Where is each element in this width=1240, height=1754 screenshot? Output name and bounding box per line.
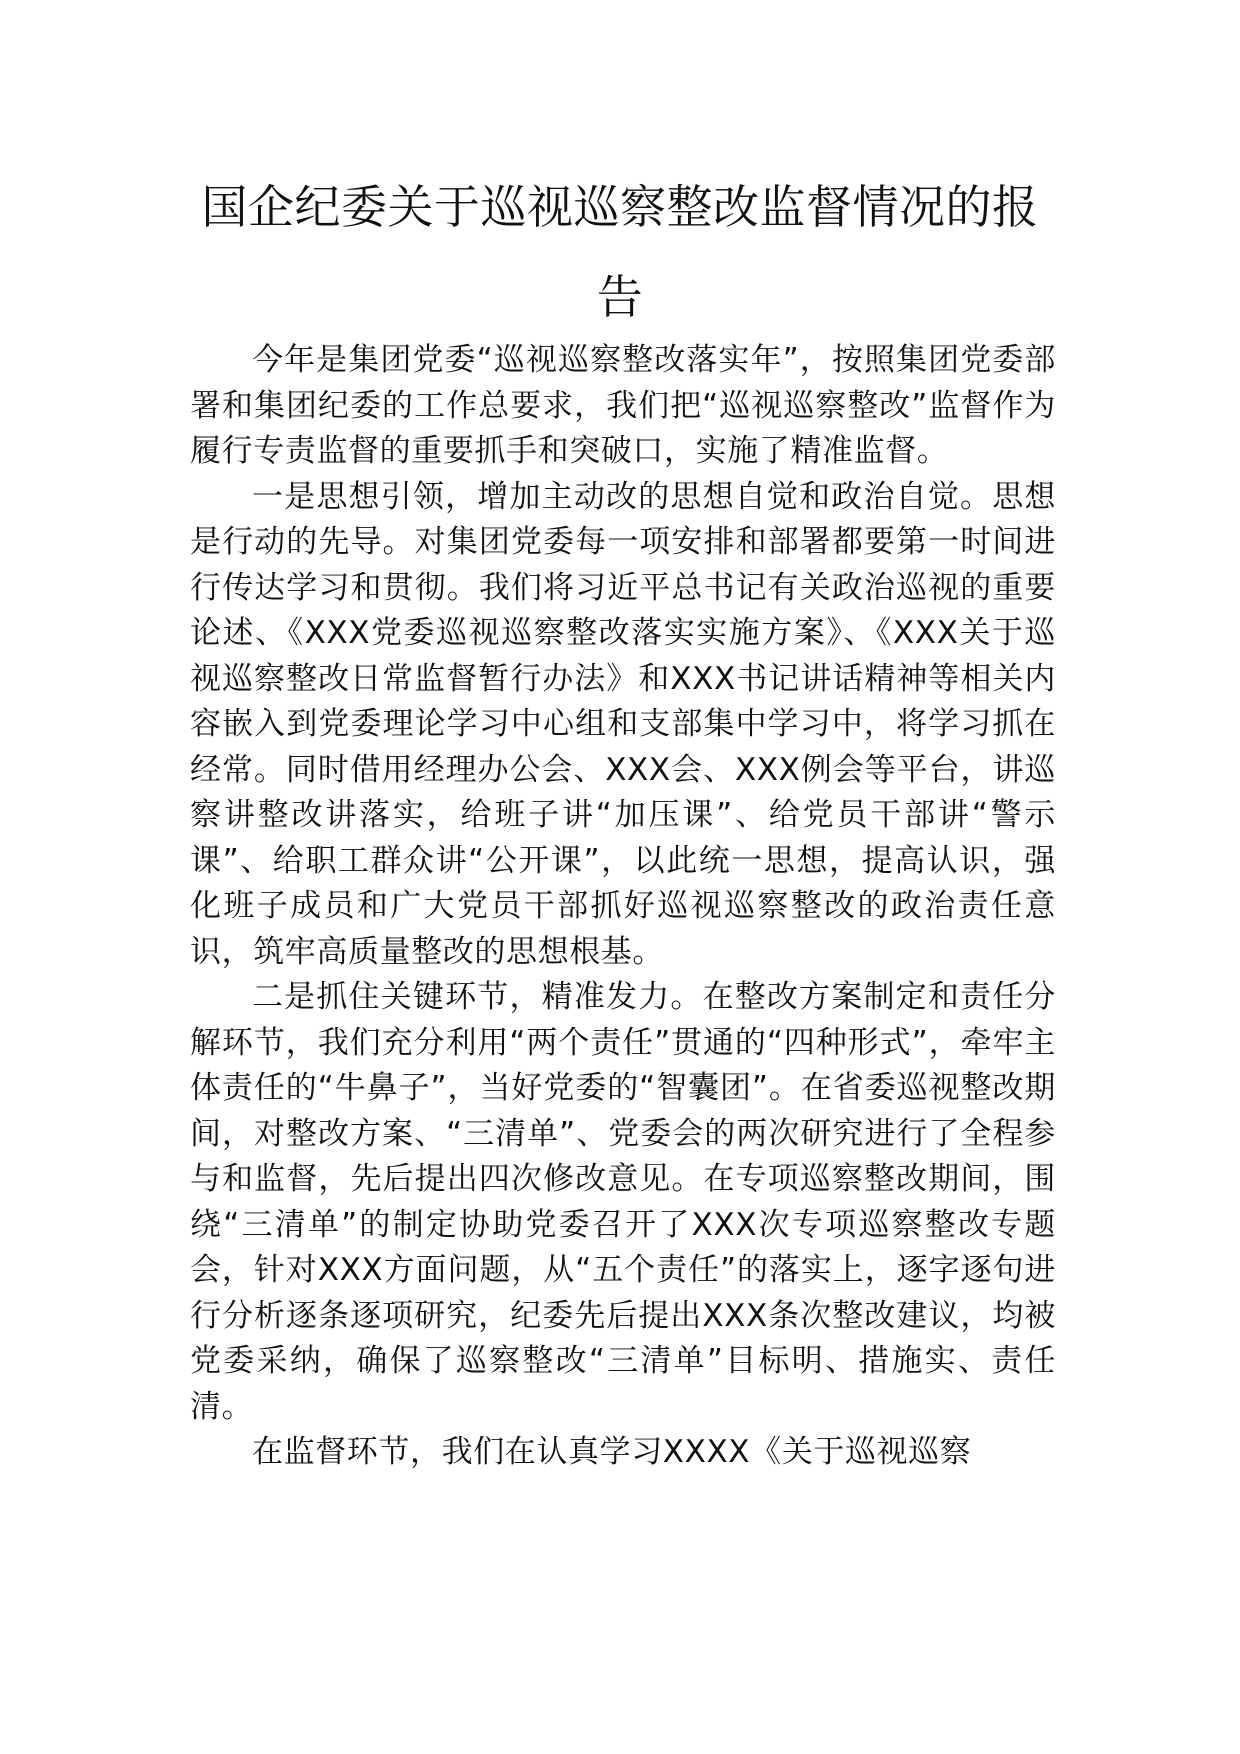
document-body [190,338,1056,1476]
paragraph-ideological-guidance: 一是思想引领，增加主动改的思想自觉和政治自觉。思想是行动的先导。对集团党委每一项安排和部署都要第一时间进行传达学习和贯彻。我们将习近平总书记有关政治巡视的重要论述、《XXX党委巡视巡察整改落实实施方案》、《XXX关于巡视巡察整改日常监督暂行办法》和XXX书记讲话精神等相关内容嵌入到党委理论学习中心组和支部集中学习中，将学习抓在经常。同时借用经理办公会、XXX会、XXX例会等平台，讲巡察讲整改讲落实，给班子讲“加压课”、给党员干部讲“警示课”、给职工群众讲“公开课”，以此统一思想，提高认识，强化班子成员和广大党员干部抓好巡视巡察整改的政治责任意识，筑牢高质量整改的思想根基。 [190,478,1056,970]
paragraph-intro: 今年是集团党委“巡视巡察整改落实年”，按照集团党委部署和集团纪委的工作总要求，我们把“巡视巡察整改”监督作为履行专责监督的重要抓手和突破口，实施了精准监督。 [190,342,1056,469]
paragraph-supervision: 在监督环节，我们在认真学习XXXX《关于巡视巡察 [252,1434,972,1470]
paragraph-key-links: 二是抓住关键环节，精准发力。在整改方案制定和责任分解环节，我们充分利用“两个责任”贯通的“四种形式”，牵牢主体责任的“牛鼻子”，当好党委的“智囊团”。在省委巡视整改期间，对整改方案、“三清单”、党委会的两次研究进行了全程参与和监督，先后提出四次修改意见。在专项巡察整改期间，围绕“三清单”的制定协助党委召开了XXX次专项巡察整改专题会，针对XXX方面问题，从“五个责任”的落实上，逐字逐句进行分析逐条逐项研究，纪委先后提出XXX条次整改建议，均被党委采纳，确保了巡察整改“三清单”目标明、措施实、责任清。 [190,979,1056,1425]
document-title: 国企纪委关于巡视巡察整改监督情况的报告 [201,180,1039,324]
